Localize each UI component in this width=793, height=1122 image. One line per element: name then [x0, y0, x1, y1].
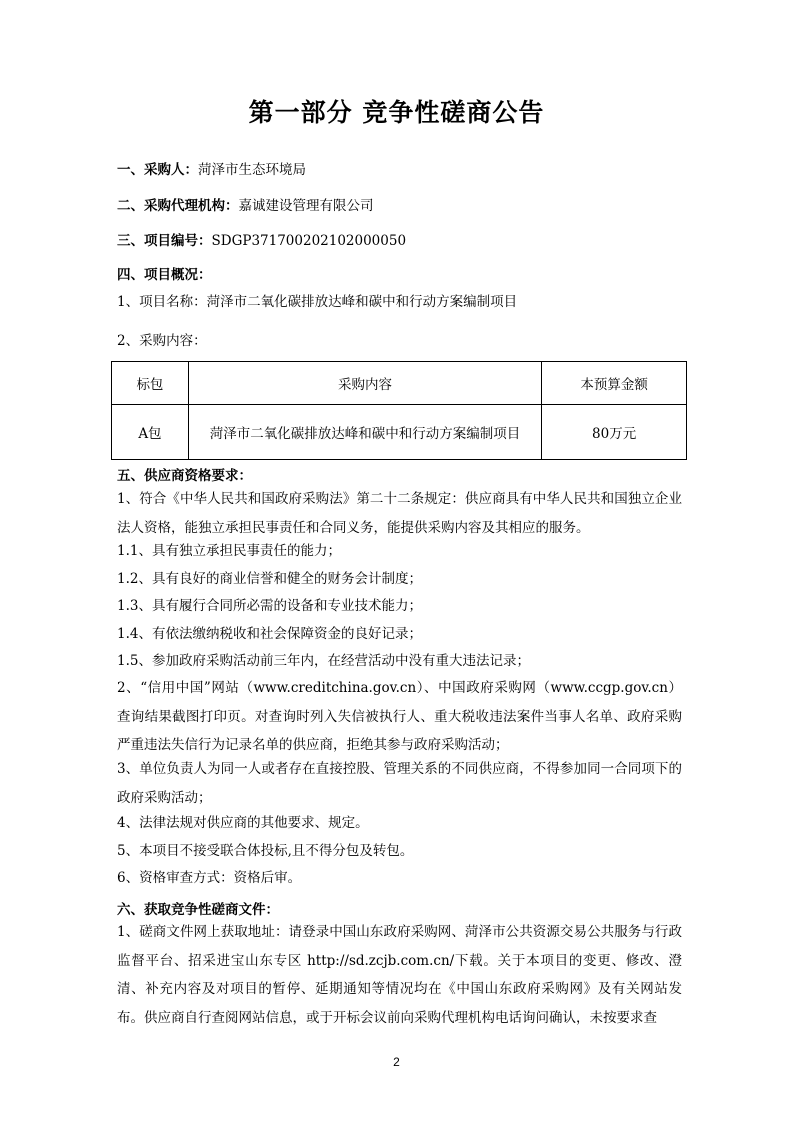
table-cell: 80万元	[542, 405, 687, 460]
content-label: 2、采购内容：	[117, 333, 207, 349]
qualification-item: 1、符合《中华人民共和国政府采购法》第二十二条规定：供应商具有中华人民共和国独立企业法人资格，能独立承担民事责任和合同义务，能提供采购内容及其相应的服务。	[117, 491, 682, 536]
qualification-item: 5、本项目不接受联合体投标,且不得分包及转包。	[117, 843, 414, 859]
table-cell: 菏泽市二氧化碳排放达峰和碳中和行动方案编制项目	[188, 405, 541, 460]
project-no-value: SDGP371700202102000050	[211, 233, 407, 249]
page-title: 第一部分 竞争性磋商公告	[248, 98, 545, 127]
qualification-item: 3、单位负责人为同一人或者存在直接控股、管理关系的不同供应商，不得参加同一合同项下的政府采购活动；	[117, 761, 682, 806]
documents-heading: 六、获取竞争性磋商文件：	[117, 902, 279, 918]
agency-label: 二、采购代理机构：	[117, 198, 239, 214]
table-header-row	[112, 362, 687, 405]
project-no-line	[117, 229, 406, 249]
purchaser-label: 一、采购人：	[117, 162, 198, 178]
purchaser-line	[117, 158, 306, 178]
qualification-heading: 五、供应商资格要求：	[117, 468, 252, 484]
procurement-table	[111, 361, 687, 460]
qualification-item: 1.4、有依法缴纳税收和社会保障资金的良好记录；	[117, 626, 422, 642]
qualification-item: 4、法律法规对供应商的其他要求、规定。	[117, 815, 369, 831]
qualification-item: 1.2、具有良好的商业信誉和健全的财务会计制度；	[117, 571, 422, 587]
agency-value: 嘉诚建设管理有限公司	[238, 198, 374, 214]
qualification-item: 1.3、具有履行合同所必需的设备和专业技术能力；	[117, 598, 422, 614]
page-number: 2	[393, 1055, 400, 1069]
qualification-item: 2、“信用中国”网站（www.creditchina.gov.cn）、中国政府采购网（www.ccgp.gov.cn） 查询结果截图打印页。对查询时列入失信被执行人、重大税收违法案件当事人名单、政府采购严重违法失信行为记录名单的供应商，拒绝其参与政府采购活动；	[117, 680, 682, 754]
table-row	[112, 405, 687, 460]
table-header-cell: 标包	[112, 362, 189, 405]
qualification-item: 6、资格审查方式：资格后审。	[117, 870, 302, 886]
agency-line	[117, 194, 374, 214]
table-header-cell: 本预算金额	[542, 362, 687, 405]
table-cell: A包	[112, 405, 189, 460]
project-name-line: 1、项目名称：菏泽市二氧化碳排放达峰和碳中和行动方案编制项目	[117, 294, 518, 310]
table-header-cell: 采购内容	[188, 362, 541, 405]
qualification-item: 1.5、参加政府采购活动前三年内，在经营活动中没有重大违法记录；	[117, 653, 530, 669]
documents-text: 1、磋商文件网上获取地址：请登录中国山东政府采购网、菏泽市公共资源交易公共服务与行政监督平台、招采进宝山东专区 http://sd.zcjb.com.cn/下载。关于本项目的变更、修改、澄清、补充内容及对项目的暂停、延期通知等情况均在《中国山东政府采购网》及有关网站发布。供应商自行查阅网站信息，或于开标会议前向采购代理机构电话询问确认，未按要求查	[117, 924, 682, 1027]
purchaser-value: 菏泽市生态环境局	[198, 162, 306, 178]
qualification-item: 1.1、具有独立承担民事责任的能力；	[117, 543, 341, 559]
overview-heading: 四、项目概况：	[117, 267, 212, 283]
project-no-label: 三、项目编号：	[117, 233, 212, 249]
